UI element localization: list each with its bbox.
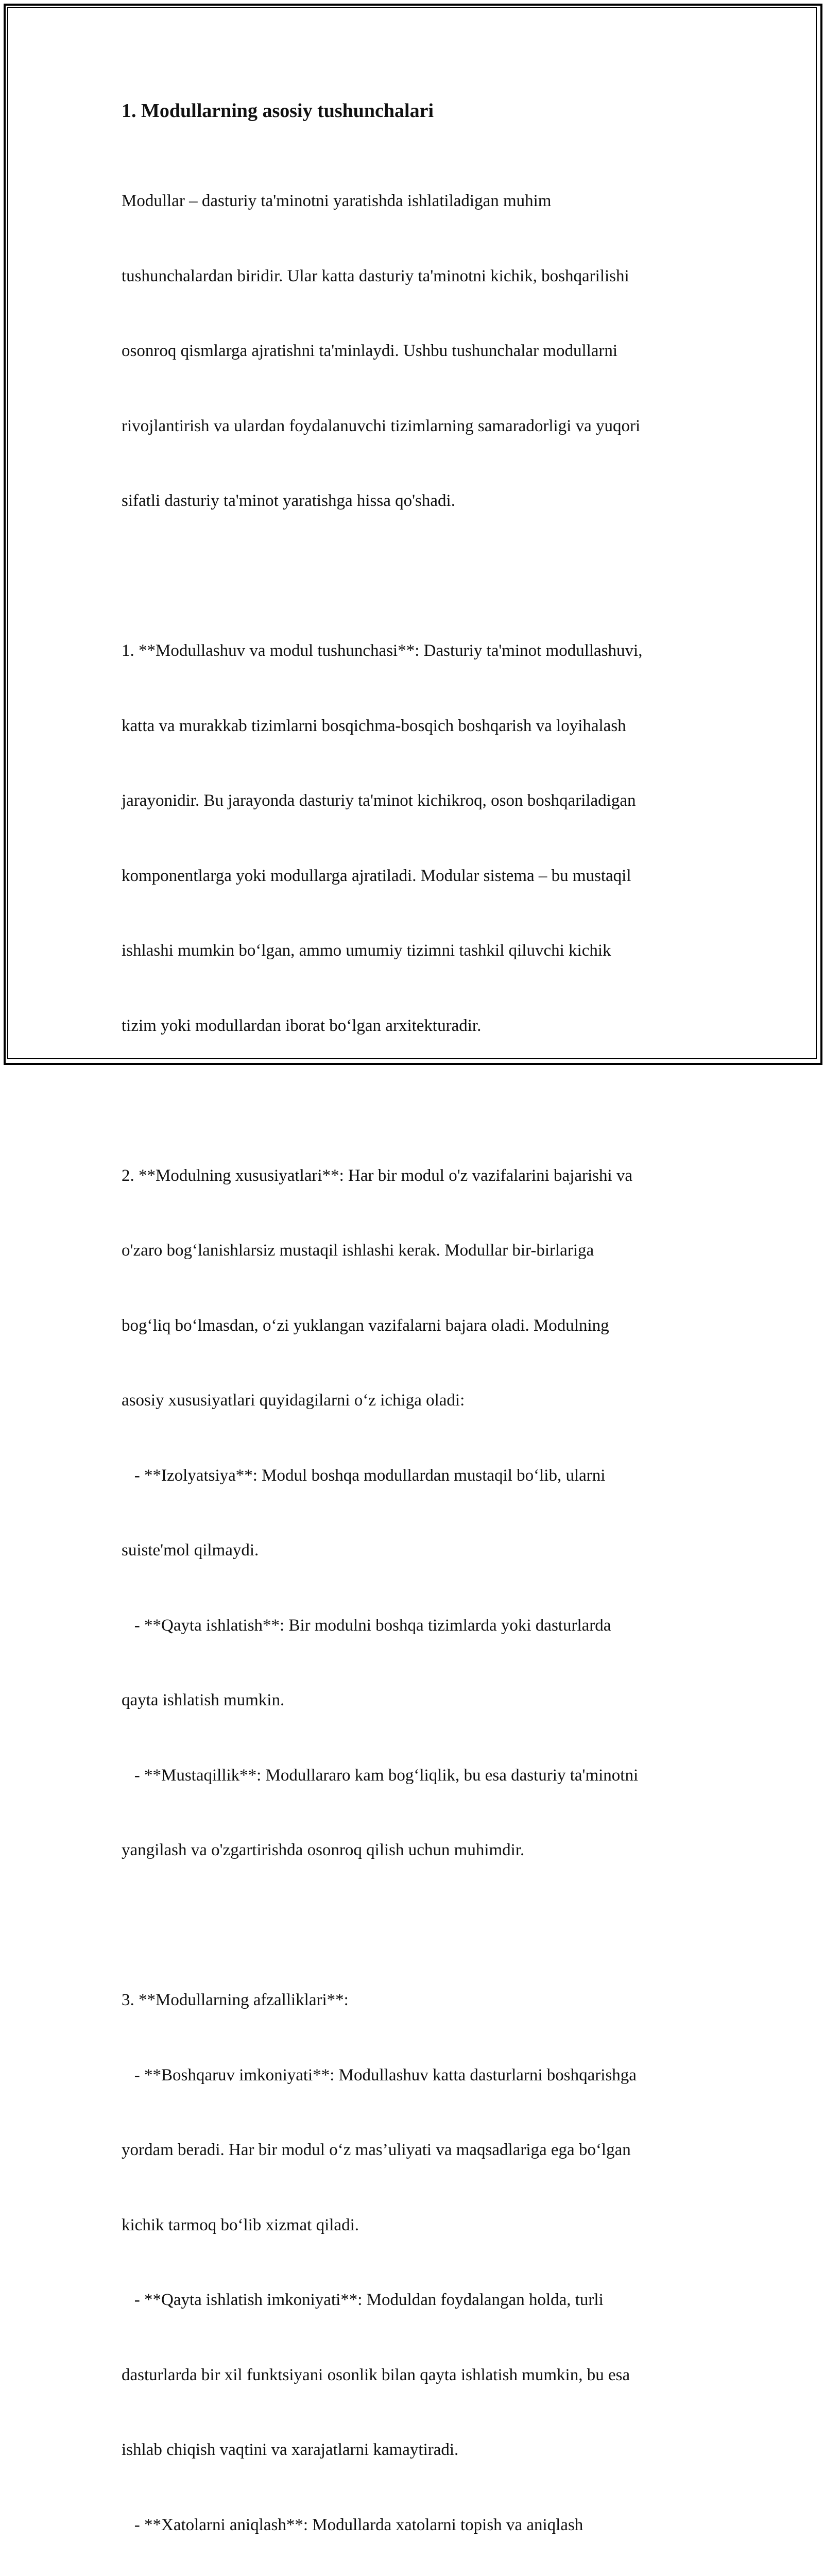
text-line: - **Izolyatsiya**: Modul boshqa modullardan mustaqil bo‘lib, ularni [122,1466,606,1485]
item-2-paragraph [122,1113,709,1913]
text-line: suiste'mol qilmaydi. [122,1541,259,1560]
text-line: kichik tarmoq bo‘lib xizmat qiladi. [122,2215,359,2234]
text-line: tizim yoki modullardan iborat bo‘lgan arxitekturadir. [122,1016,482,1035]
text-line: asosiy xususiyatlari quyidagilarni o‘z ichiga oladi: [122,1391,465,1410]
text-line: ishlab chiqish vaqtini va xarajatlarni kamaytiradi. [122,2441,459,2459]
text-line: 3. **Modullarning afzalliklari**: [122,1991,349,2009]
text-line: Modullar – dasturiy ta'minotni yaratishda ishlatiladigan muhim [122,192,552,210]
text-line: katta va murakkab tizimlarni bosqichma-bosqich boshqarish va loyihalash [122,716,626,735]
text-line: - **Qayta ishlatish imkoniyati**: Moduldan foydalangan holda, turli [122,2291,604,2309]
text-line: dasturlarda bir xil funktsiyani osonlik bilan qayta ishlatish mumkin, bu esa [122,2365,630,2384]
item-3-paragraph [122,1938,709,2576]
text-line: yordam beradi. Har bir modul o‘z mas’uliyati va maqsadlariga ega bo‘lgan [122,2141,631,2159]
text-line: 2. **Modulning xususiyatlari**: Har bir modul o'z vazifalarini bajarishi va [122,1166,633,1185]
text-line: rivojlantirish va ulardan foydalanuvchi tizimlarning samaradorligi va yuqori [122,416,641,435]
text-line: qayta ishlatish mumkin. [122,1691,285,1709]
text-line: sifatli dasturiy ta'minot yaratishga hissa qo'shadi. [122,492,455,510]
section-heading: 1. Modullarning asosiy tushunchalari [122,100,434,122]
text-line: - **Boshqaruv imkoniyati**: Modullashuv katta dasturlarni boshqarishga [122,2065,637,2084]
text-line: tushunchalardan biridir. Ular katta dasturiy ta'minotni kichik, boshqarilishi [122,266,629,285]
text-line: - **Qayta ishlatish**: Bir modulni boshqa tizimlarda yoki dasturlarda [122,1616,611,1635]
text-line: bog‘liq bo‘lmasdan, o‘zi yuklangan vazifalarni bajara oladi. Modulning [122,1316,609,1335]
text-line: jarayonidir. Bu jarayonda dasturiy ta'minot kichikroq, oson boshqariladigan [122,791,636,810]
text-line: osonroq qismlarga ajratishni ta'minlaydi. Ushbu tushunchalar modullarni [122,342,618,360]
text-line: - **Mustaqillik**: Modullararo kam bog‘liqlik, bu esa dasturiy ta'minotni [122,1766,639,1785]
item-1-paragraph [122,588,709,1088]
text-line: ishlashi mumkin bo‘lgan, ammo umumiy tizimni tashkil qiluvchi kichik [122,941,611,960]
text-line: - **Xatolarni aniqlash**: Modullarda xatolarni topish va aniqlash [122,2515,583,2534]
text-line: komponentlarga yoki modullarga ajratiladi. Modular sistema – bu mustaqil [122,866,631,885]
intro-paragraph [122,139,709,564]
text-line: 1. **Modullashuv va modul tushunchasi**: Dasturiy ta'minot modullashuvi, [122,641,643,660]
text-line: o'zaro bog‘lanishlarsiz mustaqil ishlashi kerak. Modullar bir-birlariga [122,1241,594,1260]
document-body [122,94,709,2576]
text-line: yangilash va o'zgartirishda osonroq qilish uchun muhimdir. [122,1841,525,1859]
